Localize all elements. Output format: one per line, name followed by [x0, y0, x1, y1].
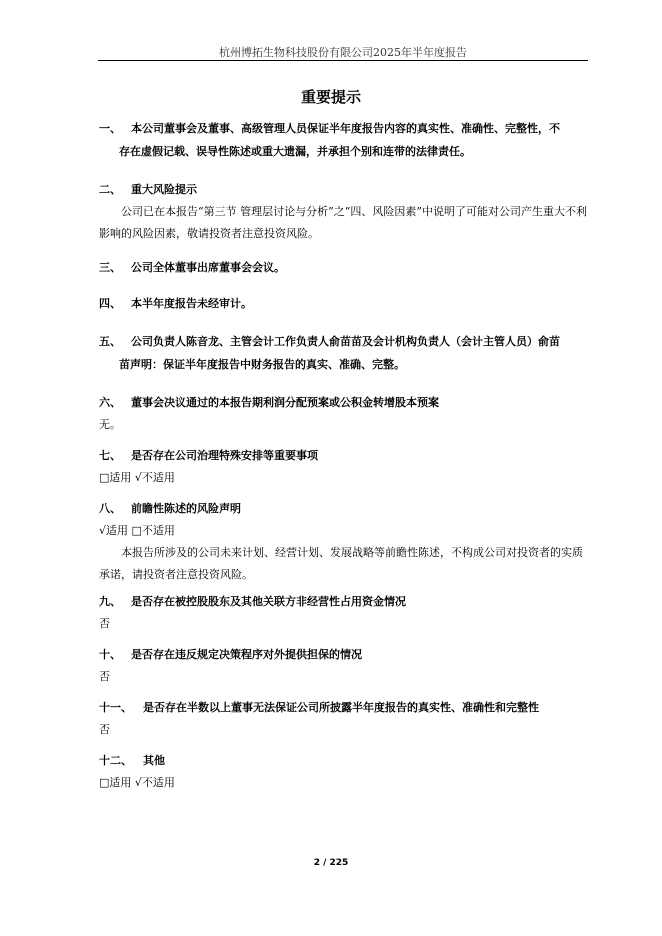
section-2-body: 公司已在本报告“第三节 管理层讨论与分析”之“四、风险因素”中说明了可能对公司产生重大不利影响的风险因素，敬请投资者注意投资风险。 [99, 205, 587, 240]
section-12-heading [99, 749, 591, 772]
section-number: 三、 [99, 261, 121, 274]
section-title: 是否存在公司治理特殊安排等重要事项 [131, 449, 318, 462]
section-1 [99, 117, 591, 163]
section-number: 十、 [99, 648, 121, 661]
section-number: 十二、 [99, 754, 132, 767]
section-number: 一、 [99, 122, 121, 135]
section-title: 本半年度报告未经审计。 [131, 297, 252, 310]
section-1-heading-cont: 存在虚假记载、误导性陈述或重大遗漏，并承担个别和连带的法律责任。 [119, 145, 471, 158]
section-7 [99, 444, 591, 489]
section-12-answer: □适用 √不适用 [99, 776, 175, 789]
section-11-heading [99, 696, 591, 719]
section-3-heading [99, 256, 591, 279]
section-8 [99, 497, 591, 586]
section-title: 其他 [143, 754, 165, 767]
section-9 [99, 590, 591, 635]
section-8-answer: √适用 □不适用 [99, 524, 175, 537]
section-number: 二、 [99, 183, 121, 196]
section-title: 公司全体董事出席董事会会议。 [131, 261, 285, 274]
section-title: 董事会决议通过的本报告期利润分配预案或公积金转增股本预案 [131, 396, 439, 409]
section-1-heading [99, 117, 591, 140]
page-title: 重要提示 [300, 88, 361, 106]
section-4 [99, 292, 591, 315]
section-11 [99, 696, 591, 741]
section-7-heading [99, 444, 591, 467]
header-divider [98, 60, 588, 61]
section-number: 十一、 [99, 701, 132, 714]
section-11-answer: 否 [99, 723, 110, 736]
section-9-answer: 否 [99, 617, 110, 630]
section-5-heading [99, 330, 591, 353]
section-8-body: 本报告所涉及的公司未来计划、经营计划、发展战略等前瞻性陈述，不构成公司对投资者的实质承诺，请投资者注意投资风险。 [99, 546, 583, 581]
section-10-heading [99, 643, 591, 666]
section-8-heading [99, 497, 591, 520]
section-6-heading [99, 391, 591, 414]
section-text: 公司负责人陈音龙、主管会计工作负责人俞苗苗及会计机构负责人（会计主管人员）俞苗 [131, 335, 560, 348]
section-text: 本公司董事会及董事、高级管理人员保证半年度报告内容的真实性、准确性、完整性，不 [131, 122, 560, 135]
section-number: 六、 [99, 396, 121, 409]
section-number: 五、 [99, 335, 121, 348]
section-10-answer: 否 [99, 670, 110, 683]
section-2 [99, 178, 591, 245]
section-9-heading [99, 590, 591, 613]
section-number: 四、 [99, 297, 121, 310]
section-number: 七、 [99, 449, 121, 462]
section-3 [99, 256, 591, 279]
section-5 [99, 330, 591, 376]
section-4-heading [99, 292, 591, 315]
section-number: 八、 [99, 502, 121, 515]
section-5-heading-cont: 苗声明：保证半年度报告中财务报告的真实、准确、完整。 [119, 358, 405, 371]
page-header: 杭州博拓生物科技股份有限公司2025年半年度报告 [219, 46, 467, 59]
section-title: 是否存在半数以上董事无法保证公司所披露半年度报告的真实性、准确性和完整性 [143, 701, 539, 714]
section-title: 重大风险提示 [131, 183, 197, 196]
section-number: 九、 [99, 595, 121, 608]
page-number: 2 / 225 [313, 858, 349, 868]
section-7-answer: □适用 √不适用 [99, 471, 175, 484]
section-2-heading [99, 178, 591, 201]
section-title: 是否存在违反规定决策程序对外提供担保的情况 [131, 648, 362, 661]
section-6-answer: 无。 [99, 418, 121, 431]
section-title: 前瞻性陈述的风险声明 [131, 502, 241, 515]
section-10 [99, 643, 591, 688]
section-12 [99, 749, 591, 794]
section-6 [99, 391, 591, 436]
section-title: 是否存在被控股股东及其他关联方非经营性占用资金情况 [131, 595, 406, 608]
